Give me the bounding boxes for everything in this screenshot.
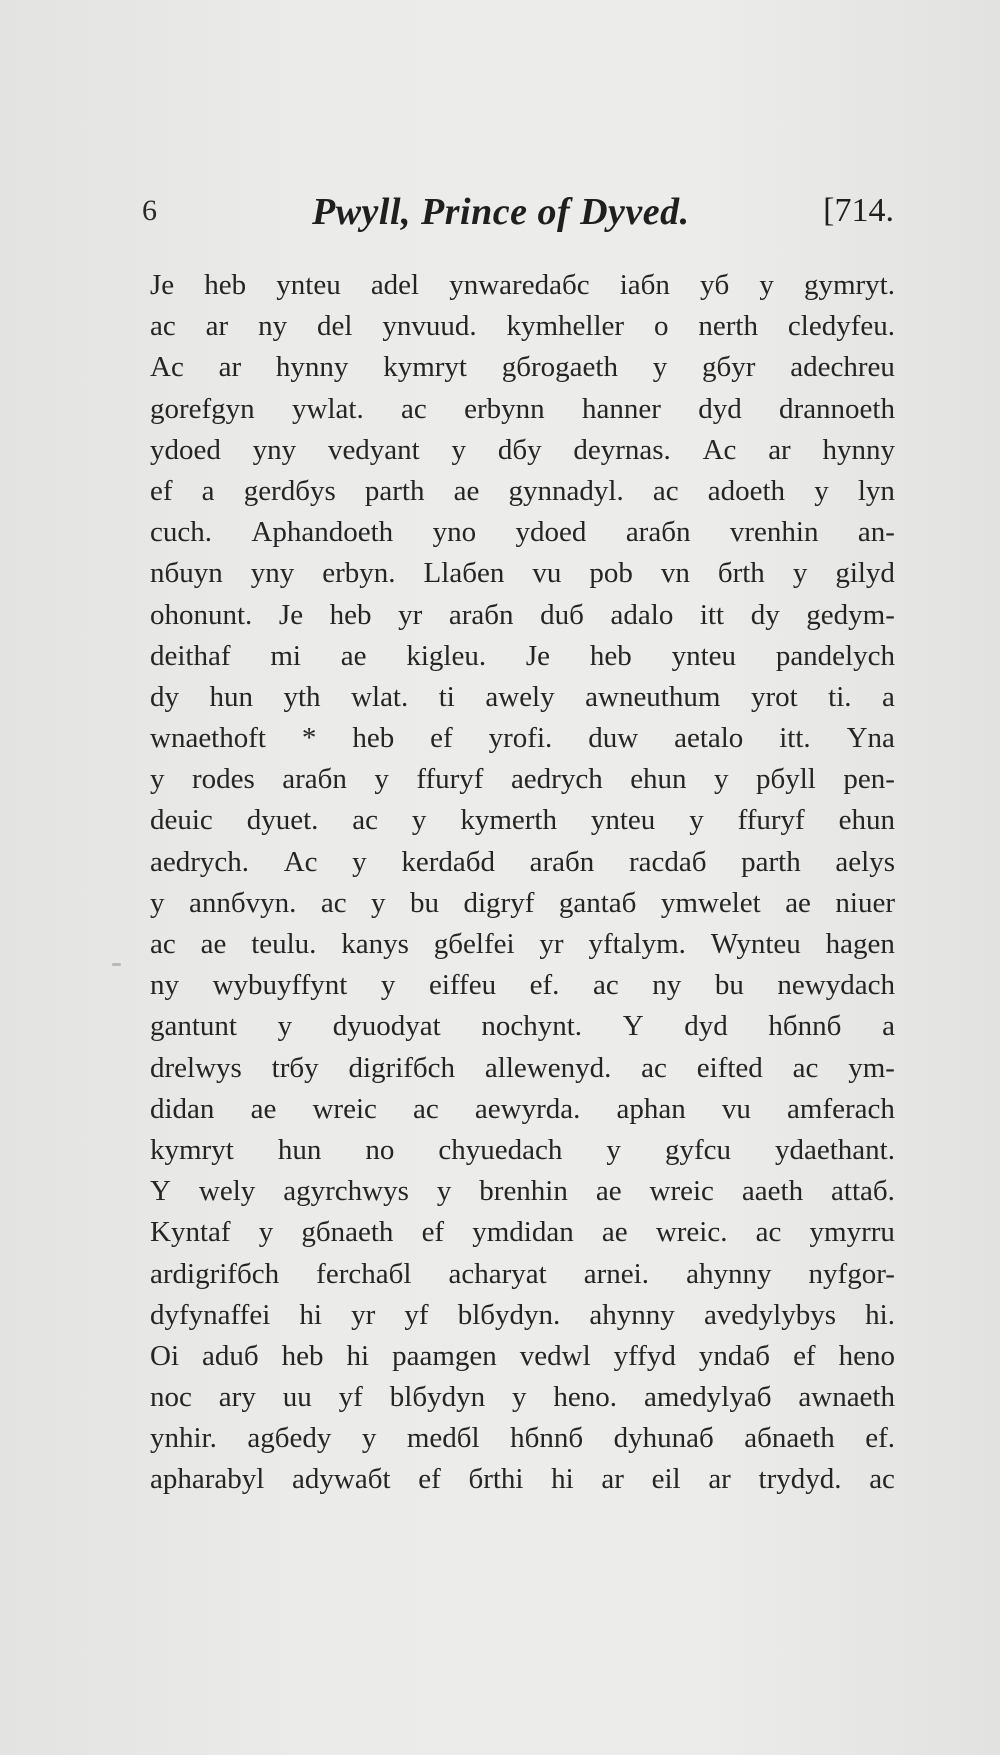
word: kymheller xyxy=(506,310,625,343)
word: hбnnб xyxy=(510,1422,584,1455)
word: ac xyxy=(592,969,619,1002)
word: awely xyxy=(485,680,555,713)
word: ef xyxy=(430,722,453,755)
word: wybuyffynt xyxy=(212,969,348,1002)
word: o xyxy=(653,310,669,343)
word: acharyat xyxy=(448,1257,547,1290)
word: yrofi. xyxy=(488,722,553,755)
word: gorefgyn xyxy=(150,392,255,425)
word: y xyxy=(792,557,808,590)
word: wlat. xyxy=(351,680,409,713)
word: y xyxy=(512,1381,527,1414)
text-line xyxy=(150,595,895,636)
word: y xyxy=(652,351,668,384)
word: racdaб xyxy=(628,845,707,878)
word: ae xyxy=(785,886,811,919)
text-line xyxy=(150,471,895,512)
word: kymryt xyxy=(383,351,467,384)
word: ac xyxy=(150,928,176,960)
word: nochynt. xyxy=(481,1010,583,1043)
word: Ac xyxy=(702,433,737,466)
word: ar xyxy=(768,433,791,466)
word: ar xyxy=(708,1463,731,1496)
word: ohonunt. xyxy=(150,598,253,631)
word: adywaбt xyxy=(292,1463,391,1496)
word: ardigrifбch xyxy=(150,1257,280,1290)
text-line xyxy=(150,265,895,306)
word: gбnaeth xyxy=(301,1216,394,1249)
word: rodes xyxy=(191,763,255,796)
word: hi xyxy=(551,1463,574,1496)
word: ac xyxy=(792,1051,819,1084)
word: vn xyxy=(660,557,690,590)
text-line xyxy=(150,965,895,1006)
word: dy xyxy=(150,680,179,713)
word: mi xyxy=(270,639,301,672)
text-line xyxy=(150,1459,895,1500)
word: nyfgor- xyxy=(808,1257,895,1290)
word: Yna xyxy=(846,722,895,755)
word: araбn xyxy=(448,598,514,631)
word: ae xyxy=(340,639,367,672)
word: brenhin xyxy=(479,1175,568,1208)
word: Kyntaf xyxy=(150,1216,231,1249)
word: kymryt xyxy=(150,1133,234,1166)
word: y xyxy=(436,1175,452,1208)
text-line xyxy=(150,1089,895,1130)
word: trydyd. xyxy=(758,1463,842,1496)
word: annбvyn. xyxy=(188,886,297,919)
word: hanner xyxy=(581,392,661,425)
word: y xyxy=(411,804,427,837)
word: Je xyxy=(278,598,304,631)
word: hagen xyxy=(825,928,895,960)
word: heb xyxy=(329,598,372,631)
word: ydoed xyxy=(150,433,221,466)
word: hi xyxy=(346,1339,370,1372)
word: hynny xyxy=(275,351,349,384)
word: agбedy xyxy=(247,1422,332,1455)
word: didan xyxy=(150,1092,215,1125)
word: hi. xyxy=(865,1298,895,1331)
word: y xyxy=(606,1133,621,1166)
word: ehun xyxy=(838,804,895,837)
word: allewenyd. xyxy=(484,1051,612,1084)
word: hun xyxy=(277,1133,322,1166)
word: y xyxy=(371,886,386,919)
word: no xyxy=(365,1133,395,1166)
word: gilyd xyxy=(835,557,895,590)
word: yf xyxy=(338,1381,363,1414)
word: ac xyxy=(652,474,679,507)
word: heno. xyxy=(553,1381,618,1414)
text-line xyxy=(150,1377,895,1418)
word: dyuodyat xyxy=(332,1010,441,1043)
running-title: Pwyll, Prince of Dyved. xyxy=(312,191,690,233)
text-line xyxy=(150,800,895,841)
word: digrifбch xyxy=(348,1051,456,1084)
word: itt. xyxy=(779,722,811,755)
word: ny xyxy=(150,969,179,1002)
word: deuic xyxy=(150,804,213,837)
word: ac xyxy=(352,804,379,837)
word: yrot xyxy=(750,680,798,713)
word: wreic. xyxy=(655,1216,728,1249)
text-line xyxy=(150,1418,895,1459)
word: ac xyxy=(401,392,427,425)
text-line xyxy=(150,1336,895,1377)
word: dyfynaffei xyxy=(150,1298,271,1331)
word: ef xyxy=(150,474,173,507)
word: dyd xyxy=(684,1010,728,1043)
word: bu xyxy=(410,886,440,919)
word: heb xyxy=(204,269,247,301)
word: yr xyxy=(398,598,423,631)
text-line xyxy=(150,1212,895,1253)
word: ahynny xyxy=(686,1257,772,1290)
word: ynhir. xyxy=(150,1422,217,1455)
word: lyn xyxy=(857,474,895,507)
word: nбuyn xyxy=(150,557,223,590)
word: y xyxy=(814,474,829,507)
word: yndaб xyxy=(698,1339,771,1372)
text-line xyxy=(150,1006,895,1047)
word: heb xyxy=(589,639,632,672)
word: vedwl xyxy=(519,1339,591,1372)
word: dy xyxy=(750,598,780,631)
word: y xyxy=(689,804,704,837)
word: kymerth xyxy=(460,804,557,837)
word: gynnadyl. xyxy=(508,474,624,507)
word: aбnaeth xyxy=(744,1422,835,1455)
word: Je xyxy=(525,639,551,672)
word: aelys xyxy=(835,845,895,878)
word: ar xyxy=(205,310,229,343)
word: itt xyxy=(699,598,725,631)
word: ac xyxy=(320,886,347,919)
word: heb xyxy=(352,722,395,755)
word: pen- xyxy=(843,763,895,796)
word: ac xyxy=(869,1463,895,1496)
word: vu xyxy=(532,557,562,590)
word: a xyxy=(201,474,215,507)
text-line xyxy=(150,306,895,347)
word: aewyrda. xyxy=(474,1092,581,1125)
word: kanys xyxy=(341,928,409,960)
word: gerdбys xyxy=(243,474,336,507)
word: apharabyl xyxy=(150,1463,265,1496)
word: ae xyxy=(601,1216,628,1249)
word: agyrchwys xyxy=(283,1175,409,1208)
word: aduб xyxy=(202,1339,259,1372)
word: deyrnas. xyxy=(573,433,671,466)
word: wreic xyxy=(312,1092,377,1125)
word: yny xyxy=(250,557,295,590)
word: y xyxy=(277,1010,293,1043)
word: ywlat. xyxy=(292,392,364,425)
word: heb xyxy=(281,1339,324,1372)
word: gбyr xyxy=(702,351,756,384)
word: ae xyxy=(200,928,227,960)
word: drelwys xyxy=(150,1051,242,1084)
word: an- xyxy=(857,516,895,549)
word: ydoed xyxy=(515,516,587,549)
word: yffyd xyxy=(613,1339,676,1372)
word: ny xyxy=(258,310,288,343)
word: * xyxy=(301,722,317,755)
word: teulu. xyxy=(251,928,317,960)
word: wreic xyxy=(649,1175,714,1208)
word: avedylybys xyxy=(703,1298,837,1331)
word: pob xyxy=(589,557,633,590)
word: vrenhin xyxy=(729,516,819,549)
text-line xyxy=(150,430,895,471)
word: Ac xyxy=(150,351,184,384)
word: hun xyxy=(209,680,253,713)
text-line xyxy=(150,1130,895,1171)
body-text xyxy=(150,265,895,1501)
text-line xyxy=(150,1295,895,1336)
word: Wynteu xyxy=(710,928,801,960)
word: dyhunaб xyxy=(613,1422,714,1455)
word: ac xyxy=(413,1092,439,1125)
word: erbyn. xyxy=(322,557,396,590)
word: drannoeth xyxy=(779,392,895,425)
word: vedyant xyxy=(327,433,420,466)
word: erbynn xyxy=(464,392,545,425)
word: Oi xyxy=(150,1339,179,1372)
word: eifted xyxy=(696,1051,763,1084)
word: ym- xyxy=(848,1051,895,1084)
word: hбnnб xyxy=(768,1010,842,1043)
word: amedylyaб xyxy=(643,1381,772,1414)
word: Llaбen xyxy=(423,557,505,590)
word: y xyxy=(714,763,729,796)
word: a xyxy=(882,1010,895,1043)
word: y xyxy=(380,969,396,1002)
word: parth xyxy=(741,845,801,878)
word: Y xyxy=(622,1010,644,1043)
word: ac xyxy=(150,310,176,343)
word: aedrych xyxy=(510,763,603,796)
text-line xyxy=(150,1048,895,1089)
word: y xyxy=(352,845,367,878)
word: araбn xyxy=(282,763,347,796)
text-line xyxy=(150,842,895,883)
word: eiffeu xyxy=(428,969,497,1002)
word: heno xyxy=(838,1339,895,1372)
word: adalo xyxy=(610,598,674,631)
word: ymwelet xyxy=(660,886,761,919)
word: dyd xyxy=(698,392,742,425)
word: gymryt. xyxy=(803,269,895,301)
word: ynvuud. xyxy=(382,310,477,343)
word: ae xyxy=(250,1092,277,1125)
word: medбl xyxy=(406,1422,480,1455)
word: ac xyxy=(755,1216,782,1249)
word: ehun xyxy=(630,763,687,796)
word: kigleu. xyxy=(406,639,487,672)
word: ar xyxy=(601,1463,624,1496)
word: ffuryf xyxy=(416,763,484,796)
word: ny xyxy=(652,969,682,1002)
word: бrthi xyxy=(468,1463,524,1496)
word: araбn xyxy=(529,845,595,878)
word: ynwaredaбc xyxy=(449,269,590,301)
word: y xyxy=(374,763,389,796)
word: parth xyxy=(364,474,425,507)
word: paamgen xyxy=(392,1339,497,1372)
text-line xyxy=(150,389,895,430)
word: Je xyxy=(150,269,175,301)
word: gantaб xyxy=(558,886,637,919)
word: ynteu xyxy=(671,639,736,672)
text-line xyxy=(150,636,895,677)
word: y xyxy=(150,886,165,919)
word: yth xyxy=(283,680,321,713)
word: yб xyxy=(699,269,730,301)
word: ahynny xyxy=(589,1298,675,1331)
word: gyfcu xyxy=(664,1133,731,1166)
word: ydaethant. xyxy=(775,1133,895,1166)
word: newydach xyxy=(777,969,895,1002)
paper-speck xyxy=(112,963,121,966)
word: ffuryf xyxy=(737,804,805,837)
word: dбy xyxy=(497,433,542,466)
word: gantunt xyxy=(150,1010,237,1043)
word: aetalo xyxy=(674,722,744,755)
word: a xyxy=(882,680,895,713)
word: bu xyxy=(714,969,744,1002)
section-marker: [714. xyxy=(823,192,894,229)
word: y xyxy=(451,433,467,466)
word: Aphandoeth xyxy=(251,516,394,549)
word: yny xyxy=(252,433,297,466)
word: ferchaбl xyxy=(316,1257,412,1290)
word: aedrych. xyxy=(150,845,250,878)
text-line xyxy=(150,924,895,965)
word: wnaethoft xyxy=(150,722,266,755)
word: kerdaбd xyxy=(401,845,495,878)
word: ae xyxy=(453,474,480,507)
word: ymdidan xyxy=(472,1216,574,1249)
text-line xyxy=(150,759,895,800)
word: blбydyn xyxy=(389,1381,486,1414)
word: aaeth xyxy=(741,1175,804,1208)
word: adel xyxy=(370,269,420,301)
word: y xyxy=(150,763,165,796)
word: ar xyxy=(218,351,242,384)
word: ef xyxy=(421,1216,445,1249)
word: deithaf xyxy=(150,639,231,672)
word: ef xyxy=(793,1339,816,1372)
word: yno xyxy=(432,516,477,549)
word: ac xyxy=(641,1051,667,1084)
word: amferach xyxy=(787,1092,895,1125)
word: del xyxy=(317,310,353,343)
word: awnaeth xyxy=(798,1381,895,1414)
word: cledyfeu. xyxy=(787,310,895,343)
word: attaб. xyxy=(831,1175,895,1208)
word: pбyll xyxy=(756,763,816,796)
word: yr xyxy=(539,928,564,960)
text-line xyxy=(150,677,895,718)
word: gedym- xyxy=(806,598,895,631)
word: duw xyxy=(588,722,639,755)
word: gбelfei xyxy=(433,928,515,960)
word: ymyrru xyxy=(809,1216,895,1249)
word: noc xyxy=(150,1381,192,1414)
word: uu xyxy=(282,1381,312,1414)
text-line xyxy=(150,1171,895,1212)
word: niuer xyxy=(835,886,895,919)
word: ti xyxy=(438,680,455,713)
text-line xyxy=(150,553,895,594)
word: trбy xyxy=(271,1051,319,1084)
word: chyuedach xyxy=(438,1133,563,1166)
word: ynteu xyxy=(276,269,341,301)
word: yftalym. xyxy=(588,928,686,960)
word: duб xyxy=(540,598,584,631)
word: cuch. xyxy=(150,516,212,549)
text-line xyxy=(150,718,895,759)
word: yr xyxy=(351,1298,376,1331)
page-number: 6 xyxy=(142,194,157,227)
word: gбrogaeth xyxy=(501,351,618,384)
word: iaбn xyxy=(619,269,670,301)
text-line xyxy=(150,883,895,924)
word: yf xyxy=(404,1298,429,1331)
word: ef. xyxy=(529,969,560,1002)
word: y xyxy=(258,1216,274,1249)
word: ary xyxy=(218,1381,256,1414)
word: aphan xyxy=(616,1092,686,1125)
word: vu xyxy=(721,1092,751,1125)
word: ynteu xyxy=(590,804,656,837)
word: hynny xyxy=(822,433,895,466)
word: y xyxy=(759,269,774,301)
word: arnei. xyxy=(583,1257,649,1290)
word: nerth xyxy=(698,310,758,343)
word: eil xyxy=(651,1463,681,1496)
word: ti. xyxy=(828,680,852,713)
word: Ac xyxy=(283,845,318,878)
word: ef xyxy=(418,1463,441,1496)
word: Y xyxy=(150,1175,171,1208)
word: awneuthum xyxy=(585,680,721,713)
word: ae xyxy=(595,1175,622,1208)
page-header xyxy=(142,190,894,240)
word: dyuet. xyxy=(246,804,319,837)
word: y xyxy=(361,1422,377,1455)
word: hi xyxy=(299,1298,322,1331)
text-line xyxy=(150,1254,895,1295)
word: wely xyxy=(198,1175,256,1208)
word: ef. xyxy=(865,1422,895,1455)
text-line xyxy=(150,512,895,553)
word: adoeth xyxy=(707,474,786,507)
word: adechreu xyxy=(790,351,895,384)
text-line xyxy=(150,347,895,388)
word: araбn xyxy=(625,516,691,549)
word: digryf xyxy=(463,886,535,919)
word: pandelych xyxy=(775,639,895,672)
word: бrth xyxy=(717,557,765,590)
word: blбydyn. xyxy=(457,1298,561,1331)
